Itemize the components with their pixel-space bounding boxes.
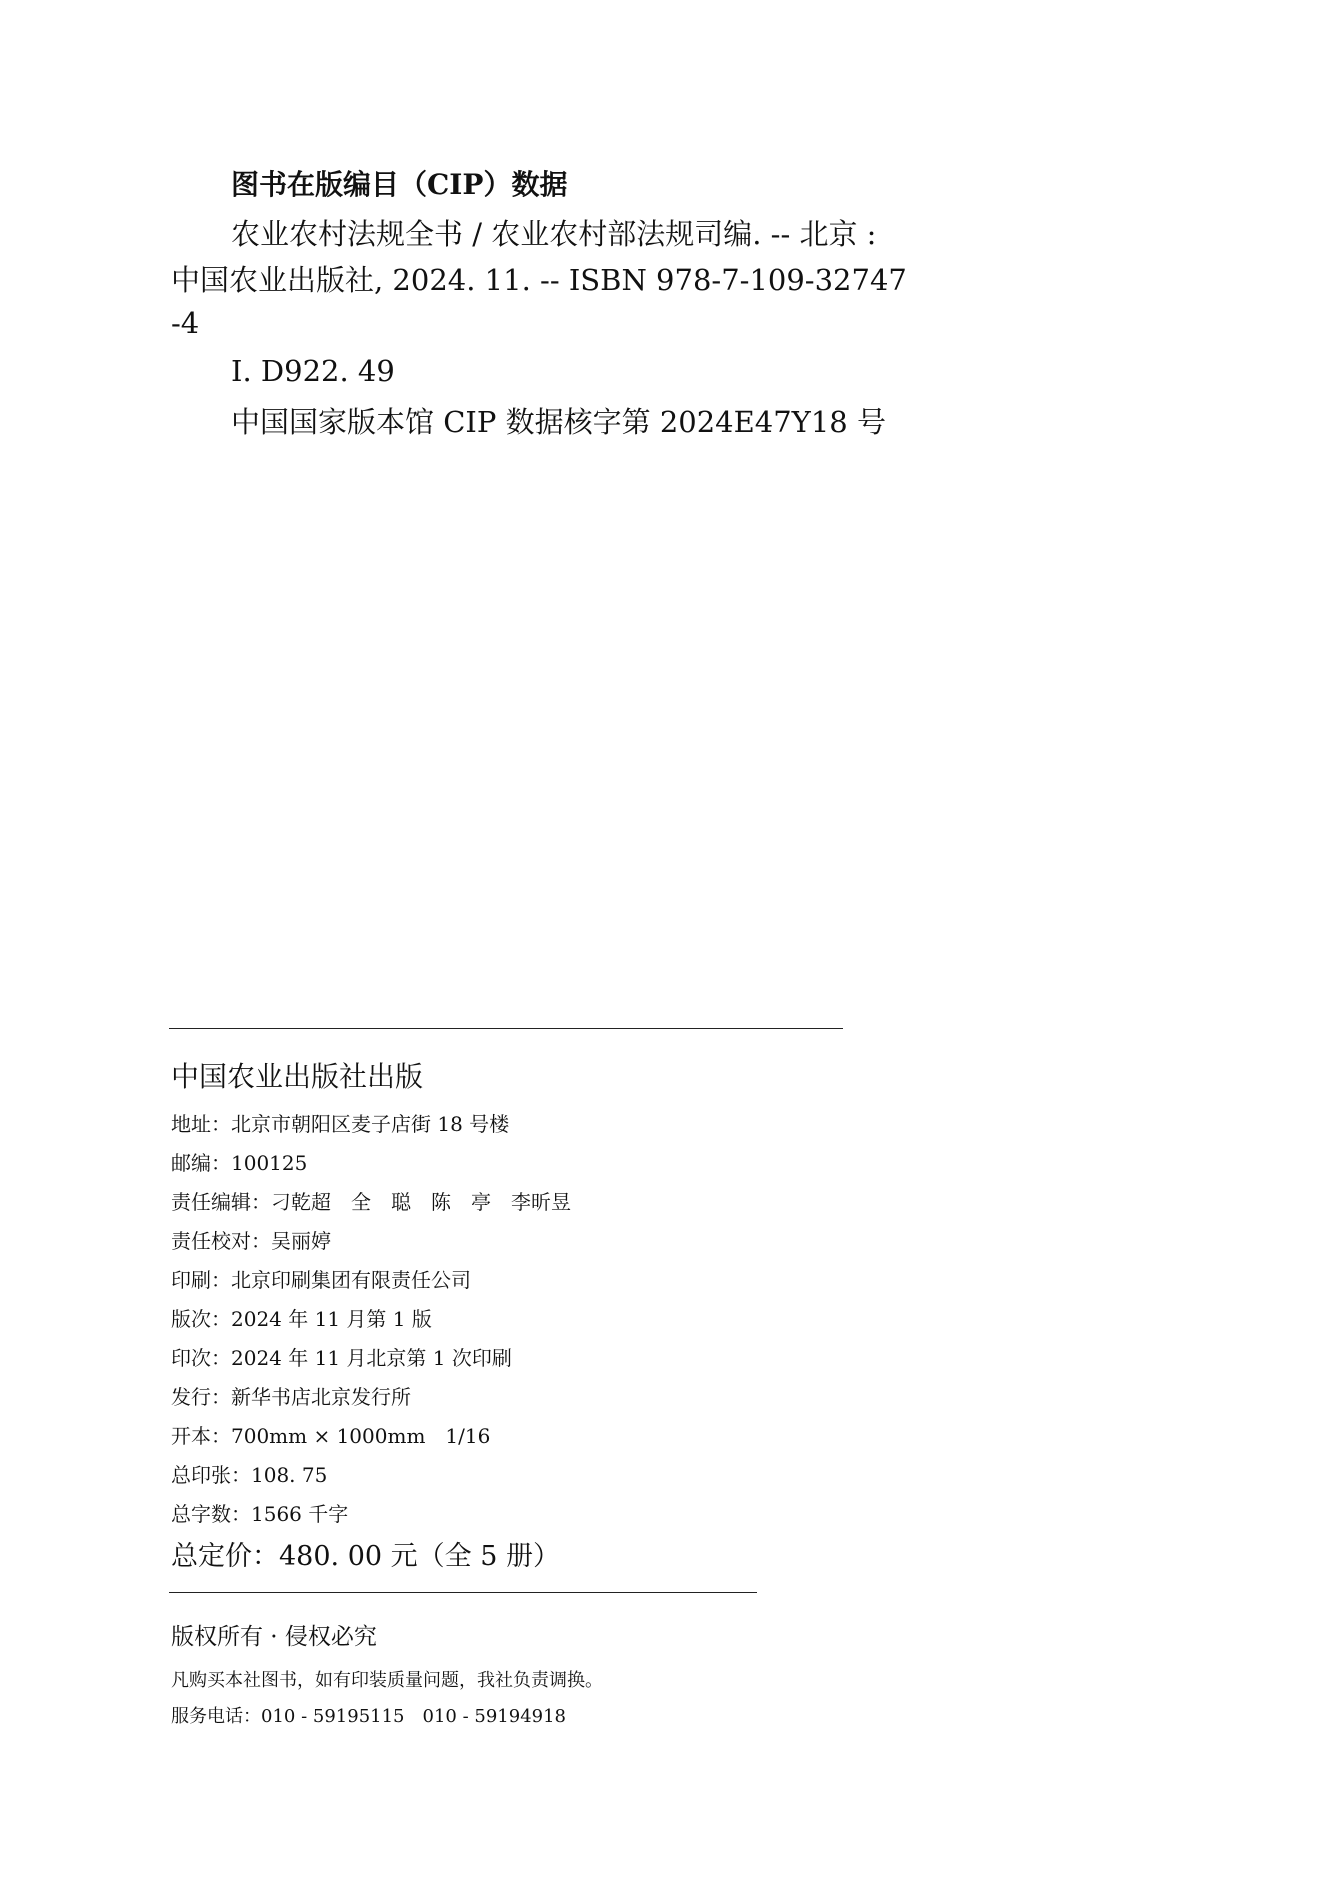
publisher-name: 中国农业出版社出版: [171, 1060, 424, 1093]
quality-notice: 凡购买本社图书，如有印装质量问题，我社负责调换。: [171, 1670, 603, 1691]
cip-verification: 中国国家版本馆 CIP 数据核字第 2024E47Y18 号: [231, 405, 886, 439]
total-sheets: 总印张：108. 75: [171, 1463, 328, 1487]
responsible-editors: 责任编辑：刁乾超 全 聪 陈 亭 李昕昱: [171, 1190, 571, 1214]
rights-title: 版权所有 · 侵权必究: [171, 1624, 377, 1650]
service-phone: 服务电话：010 - 59195115 010 - 59194918: [171, 1706, 566, 1727]
top-divider: [169, 1028, 843, 1029]
cip-line-2: 中国农业出版社, 2024. 11. -- ISBN 978-7-109-32747: [171, 263, 907, 297]
printing: 印次：2024 年 11 月北京第 1 次印刷: [171, 1346, 512, 1370]
cip-title: 图书在版编目（CIP）数据: [231, 168, 568, 201]
publisher-address: 地址：北京市朝阳区麦子店街 18 号楼: [171, 1112, 510, 1136]
cip-line-1: 农业农村法规全书 / 农业农村部法规司编. -- 北京 :: [231, 217, 877, 251]
distributor: 发行：新华书店北京发行所: [171, 1385, 411, 1409]
cip-line-3: -4: [171, 306, 200, 340]
word-count: 总字数：1566 千字: [171, 1502, 349, 1526]
bottom-divider: [169, 1592, 757, 1593]
proofreader: 责任校对：吴丽婷: [171, 1229, 331, 1253]
edition: 版次：2024 年 11 月第 1 版: [171, 1307, 432, 1331]
book-format: 开本：700mm × 1000mm 1/16: [171, 1424, 491, 1448]
total-price: 总定价：480. 00 元（全 5 册）: [171, 1541, 560, 1572]
printer: 印刷：北京印刷集团有限责任公司: [171, 1268, 471, 1292]
publisher-postcode: 邮编：100125: [171, 1151, 308, 1175]
cip-classification: Ⅰ. D922. 49: [231, 354, 395, 388]
